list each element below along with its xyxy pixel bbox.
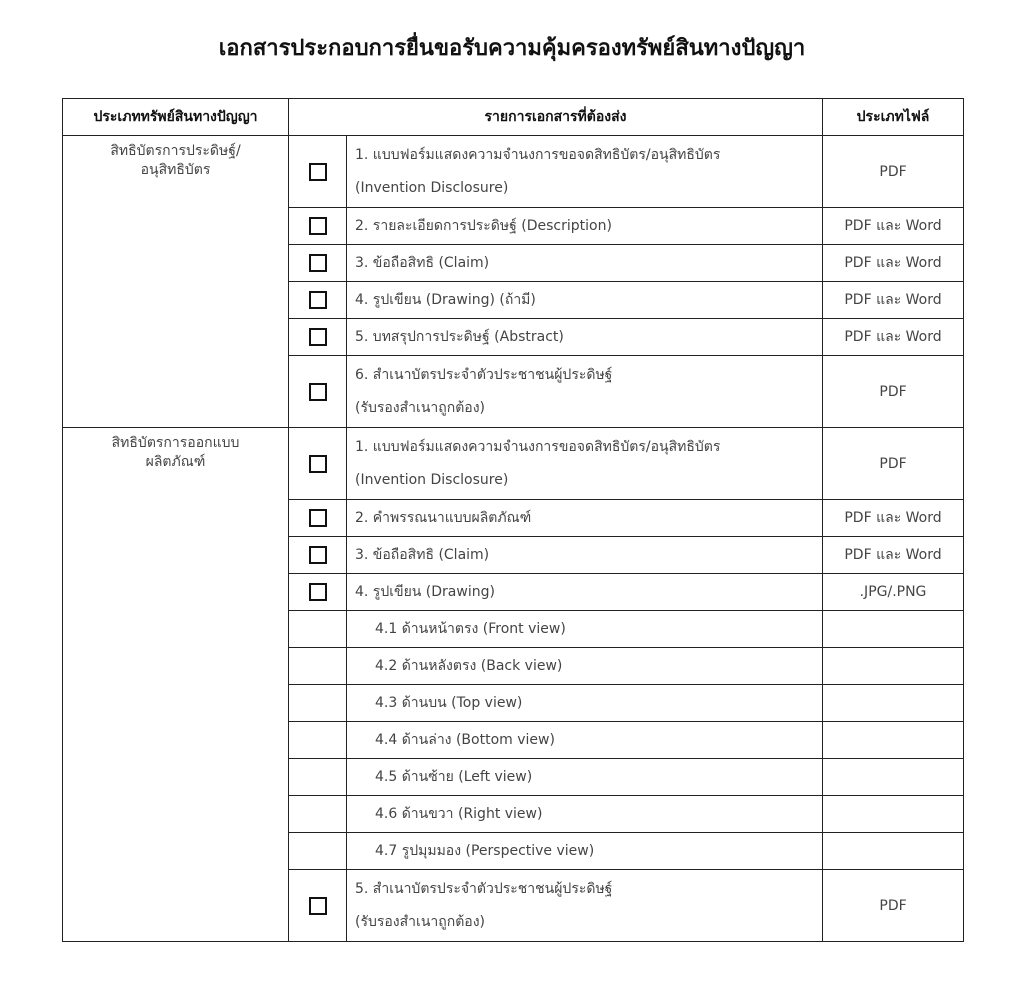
document-cell [347, 796, 823, 833]
document-label: 2. รายละเอียดการประดิษฐ์ (Description) [355, 217, 612, 234]
checkbox[interactable] [309, 383, 327, 401]
document-cell [347, 537, 823, 574]
document-label-note: (รับรองสำเนาถูกต้อง) [355, 913, 486, 930]
checkbox[interactable] [309, 546, 327, 564]
document-label: 4.5 ด้านซ้าย (Left view) [375, 768, 533, 785]
checkbox[interactable] [309, 509, 327, 527]
page-title: เอกสารประกอบการยื่นขอรับความคุ้มครองทรัพย์สินทางปัญญา [218, 36, 806, 61]
checkbox-cell [289, 611, 347, 648]
checkbox-cell [289, 208, 347, 245]
ip-type-label: สิทธิบัตรการออกแบบ [111, 435, 240, 451]
document-label-note: (รับรองสำเนาถูกต้อง) [355, 399, 486, 416]
document-label: 1. แบบฟอร์มแสดงความจำนงการขอจดสิทธิบัตร/อนุสิทธิบัตร [355, 146, 721, 163]
checkbox-cell [289, 833, 347, 870]
checkbox-cell [289, 356, 347, 428]
file-type-cell [823, 648, 964, 685]
document-cell [347, 648, 823, 685]
file-type-cell: PDF [823, 428, 964, 500]
document-label: 4.7 รูปมุมมอง (Perspective view) [375, 842, 595, 859]
document-label: 4. รูปเขียน (Drawing) (ถ้ามี) [355, 291, 536, 308]
checkbox-cell [289, 685, 347, 722]
document-label: 5. บทสรุปการประดิษฐ์ (Abstract) [355, 328, 564, 345]
checkbox-cell [289, 282, 347, 319]
checkbox[interactable] [309, 254, 327, 272]
checkbox-cell [289, 870, 347, 942]
ip-type-cell [63, 136, 289, 428]
document-label: 2. คำพรรณนาแบบผลิตภัณฑ์ [355, 509, 532, 526]
document-cell [347, 722, 823, 759]
file-type-cell [823, 685, 964, 722]
checkbox-cell [289, 136, 347, 208]
document-label-note: (Invention Disclosure) [355, 179, 509, 196]
checkbox[interactable] [309, 163, 327, 181]
file-type-cell: PDF และ Word [823, 282, 964, 319]
ip-type-label: ผลิตภัณฑ์ [145, 454, 206, 470]
file-type-cell [823, 722, 964, 759]
document-label: 4.2 ด้านหลังตรง (Back view) [375, 657, 563, 674]
checkbox[interactable] [309, 328, 327, 346]
document-label: 4.6 ด้านขวา (Right view) [375, 805, 543, 822]
file-type-cell: PDF และ Word [823, 537, 964, 574]
checkbox-cell [289, 759, 347, 796]
file-type-cell: .JPG/.PNG [823, 574, 964, 611]
checkbox[interactable] [309, 583, 327, 601]
checkbox[interactable] [309, 897, 327, 915]
document-label: 4.4 ด้านล่าง (Bottom view) [375, 731, 555, 748]
document-cell [347, 428, 823, 500]
document-cell [347, 833, 823, 870]
document-label: 3. ข้อถือสิทธิ (Claim) [355, 254, 490, 271]
document-cell [347, 759, 823, 796]
header-ip-type: ประเภททรัพย์สินทางปัญญา [63, 99, 289, 136]
table-header-row [63, 99, 964, 136]
file-type-cell: PDF [823, 136, 964, 208]
checkbox-cell [289, 574, 347, 611]
document-cell [347, 685, 823, 722]
checkbox-cell [289, 319, 347, 356]
checkbox-cell [289, 648, 347, 685]
checkbox[interactable] [309, 217, 327, 235]
document-cell [347, 245, 823, 282]
document-cell [347, 574, 823, 611]
document-cell [347, 282, 823, 319]
document-label: 6. สำเนาบัตรประจำตัวประชาชนผู้ประดิษฐ์ [355, 366, 613, 383]
file-type-cell: PDF [823, 870, 964, 942]
document-label: 1. แบบฟอร์มแสดงความจำนงการขอจดสิทธิบัตร/อนุสิทธิบัตร [355, 438, 721, 455]
checkbox-cell [289, 796, 347, 833]
table-row [63, 136, 964, 208]
file-type-cell: PDF และ Word [823, 245, 964, 282]
header-file-type: ประเภทไฟล์ [823, 99, 964, 136]
header-documents: รายการเอกสารที่ต้องส่ง [289, 99, 823, 136]
ip-type-label: อนุสิทธิบัตร [140, 162, 211, 178]
checkbox-cell [289, 500, 347, 537]
ip-type-cell [63, 428, 289, 942]
file-type-cell [823, 796, 964, 833]
document-cell [347, 356, 823, 428]
checkbox[interactable] [309, 455, 327, 473]
document-cell [347, 500, 823, 537]
file-type-cell: PDF และ Word [823, 319, 964, 356]
checkbox-cell [289, 245, 347, 282]
checkbox-cell [289, 428, 347, 500]
checkbox-cell [289, 722, 347, 759]
table-row [63, 428, 964, 500]
document-label: 4.1 ด้านหน้าตรง (Front view) [375, 620, 566, 637]
document-cell [347, 319, 823, 356]
file-type-cell: PDF และ Word [823, 500, 964, 537]
file-type-cell: PDF และ Word [823, 208, 964, 245]
file-type-cell [823, 611, 964, 648]
document-cell [347, 870, 823, 942]
file-type-cell: PDF [823, 356, 964, 428]
file-type-cell [823, 833, 964, 870]
document-label: 4.3 ด้านบน (Top view) [375, 694, 523, 711]
document-label: 3. ข้อถือสิทธิ (Claim) [355, 546, 490, 563]
document-cell [347, 208, 823, 245]
document-checklist-table [62, 98, 964, 942]
checkbox[interactable] [309, 291, 327, 309]
file-type-cell [823, 759, 964, 796]
document-label-note: (Invention Disclosure) [355, 471, 509, 488]
checkbox-cell [289, 537, 347, 574]
document-cell [347, 611, 823, 648]
ip-type-label: สิทธิบัตรการประดิษฐ์/ [110, 143, 241, 159]
document-cell [347, 136, 823, 208]
document-label: 4. รูปเขียน (Drawing) [355, 583, 495, 600]
document-label: 5. สำเนาบัตรประจำตัวประชาชนผู้ประดิษฐ์ [355, 880, 613, 897]
